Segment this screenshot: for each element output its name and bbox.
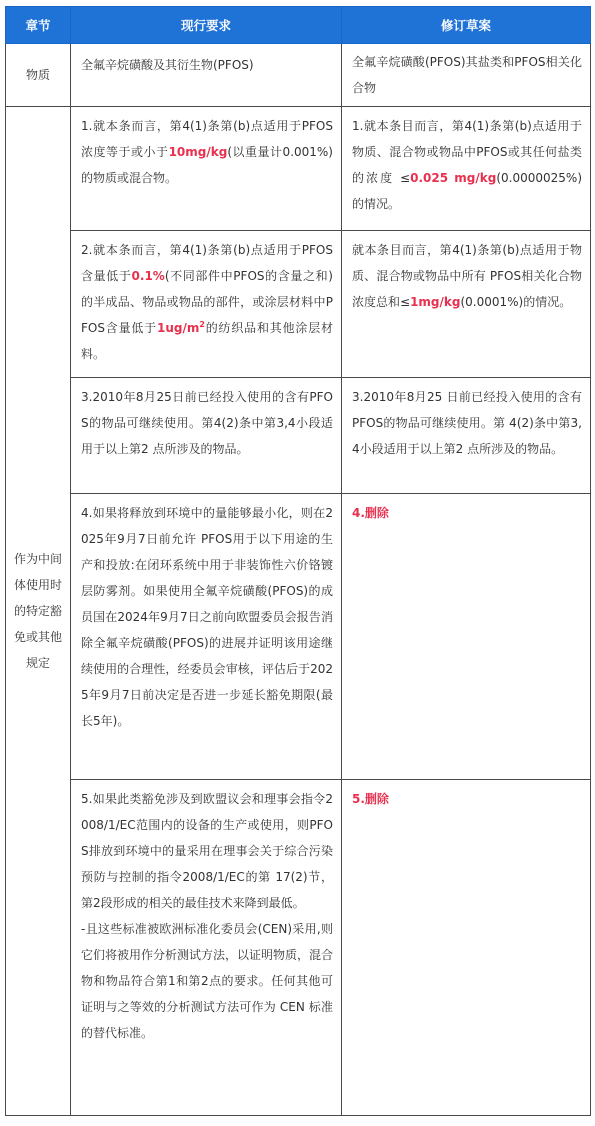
header-revision-draft: 修订草案 xyxy=(342,7,591,44)
current-item4: 4.如果将释放到环境中的量能够最小化，则在2025年9月7日前允许 PFOS用于以下用途的生产和投放:在闭环系统中用于非装饰性六价铬镀层防雾剂。如果使用全氟辛烷磺酸(PFOS)的成员国在2024年9月7日之前向欧盟委员会报告消除全氟辛烷磺酸(PFOS)的进展并证明该用途继续使用的合理性，经委员会审核，评估后于2025年9月7日前决定是否进一步延长豁免期限(最长5年)。 xyxy=(71,494,342,780)
current-item1-highlight: 10mg/kg xyxy=(168,145,228,159)
draft-item1-text-a: 1.就本条目而言，第4(1)条第(b)点适用于物质、混合物或物品中PFOS或其任何盐类的浓度 ≤ xyxy=(352,119,582,185)
draft-item1-text-b: (0.0000025%)的情况。 xyxy=(352,171,583,211)
current-item1-text-a: 1.就本条而言，第4(1)条第(b)点适用于PFOS浓度等于或小于 xyxy=(81,119,333,159)
current-item2-highlight-2 xyxy=(157,321,205,335)
table-row-item2 xyxy=(6,231,591,378)
chapter-exemptions: 作为中间体使用时的特定豁免或其他规定 xyxy=(6,107,71,1116)
current-item2-text-a: 2.就本条而言，第4(1)条第(b)点适用于PFOS含量低于 xyxy=(81,243,333,283)
current-item2-superscript: 2 xyxy=(199,320,205,329)
draft-item1-highlight: 0.025 mg/kg xyxy=(410,171,497,185)
draft-item2-highlight: 1mg/kg xyxy=(410,295,461,309)
current-substance: 全氟辛烷磺酸及其衍生物(PFOS) xyxy=(71,44,342,107)
table-header-row xyxy=(6,7,591,44)
draft-item5-deleted: 5.删除 xyxy=(352,792,389,806)
table-row-item3 xyxy=(6,378,591,494)
current-item2-text-c: 的纺织品和其他涂层材料。 xyxy=(81,321,333,361)
current-item1 xyxy=(71,107,342,231)
draft-item4-deleted: 4.删除 xyxy=(352,506,389,520)
draft-item2 xyxy=(342,231,591,378)
table-row-item1 xyxy=(6,107,591,231)
current-item2-text-b: (不同部件中PFOS的含量之和)的半成品、物品或物品的部件，或涂层材料中PFOS含量低于 xyxy=(81,269,333,335)
table-row-substance xyxy=(6,44,591,107)
current-item1-text-b: (以重量计0.001%)的物质或混合物。 xyxy=(81,145,333,185)
current-item2-highlight-1: 0.1% xyxy=(131,269,165,283)
draft-item4 xyxy=(342,494,591,780)
draft-item5 xyxy=(342,780,591,1116)
current-item2 xyxy=(71,231,342,378)
draft-item2-text-b: (0.0001%)的情况。 xyxy=(460,295,572,309)
draft-item3: 3.2010年8月25 日前已经投入使用的含有PFOS的物品可继续使用。第 4(2)条中第3,4小段适用于以上第2 点所涉及的物品。 xyxy=(342,378,591,494)
table-row-item4 xyxy=(6,494,591,780)
draft-substance: 全氟辛烷磺酸(PFOS)其盐类和PFOS相关化合物 xyxy=(342,44,591,107)
header-current-requirements: 现行要求 xyxy=(71,7,342,44)
header-chapter: 章节 xyxy=(6,7,71,44)
draft-item2-text-a: 就本条目而言，第4(1)条第(b)点适用于物质、混合物或物品中所有 PFOS相关化合物浓度总和≤ xyxy=(352,243,582,309)
current-item3: 3.2010年8月25日前已经投入使用的含有PFOS的物品可继续使用。第4(2)条中第3,4小段适用于以上第2 点所涉及的物品。 xyxy=(71,378,342,494)
current-item2-unit: 1ug/m xyxy=(157,321,200,335)
regulation-comparison-table xyxy=(5,6,591,1116)
current-item5-paragraph-2: -且这些标准被欧洲标准化委员会(CEN)采用,则它们将被用作分析测试方法，以证明物质，混合物和物品符合第1和第2点的要求。任何其他可证明与之等效的分析测试方法可作为 CEN 标准的替代标准。 xyxy=(81,922,334,1040)
current-item5-paragraph-1: 5.如果此类豁免涉及到欧盟议会和理事会指令2008/1/EC范围内的设备的生产或使用，则PFOS排放到环境中的量采用在理事会关于综合污染预防与控制的指令2008/1/EC的第 17(2)节，第2段形成的相关的最佳技术来降到最低。 xyxy=(81,792,333,910)
table-row-item5 xyxy=(6,780,591,1116)
draft-item1 xyxy=(342,107,591,231)
chapter-substance: 物质 xyxy=(6,44,71,107)
current-item5 xyxy=(71,780,342,1116)
